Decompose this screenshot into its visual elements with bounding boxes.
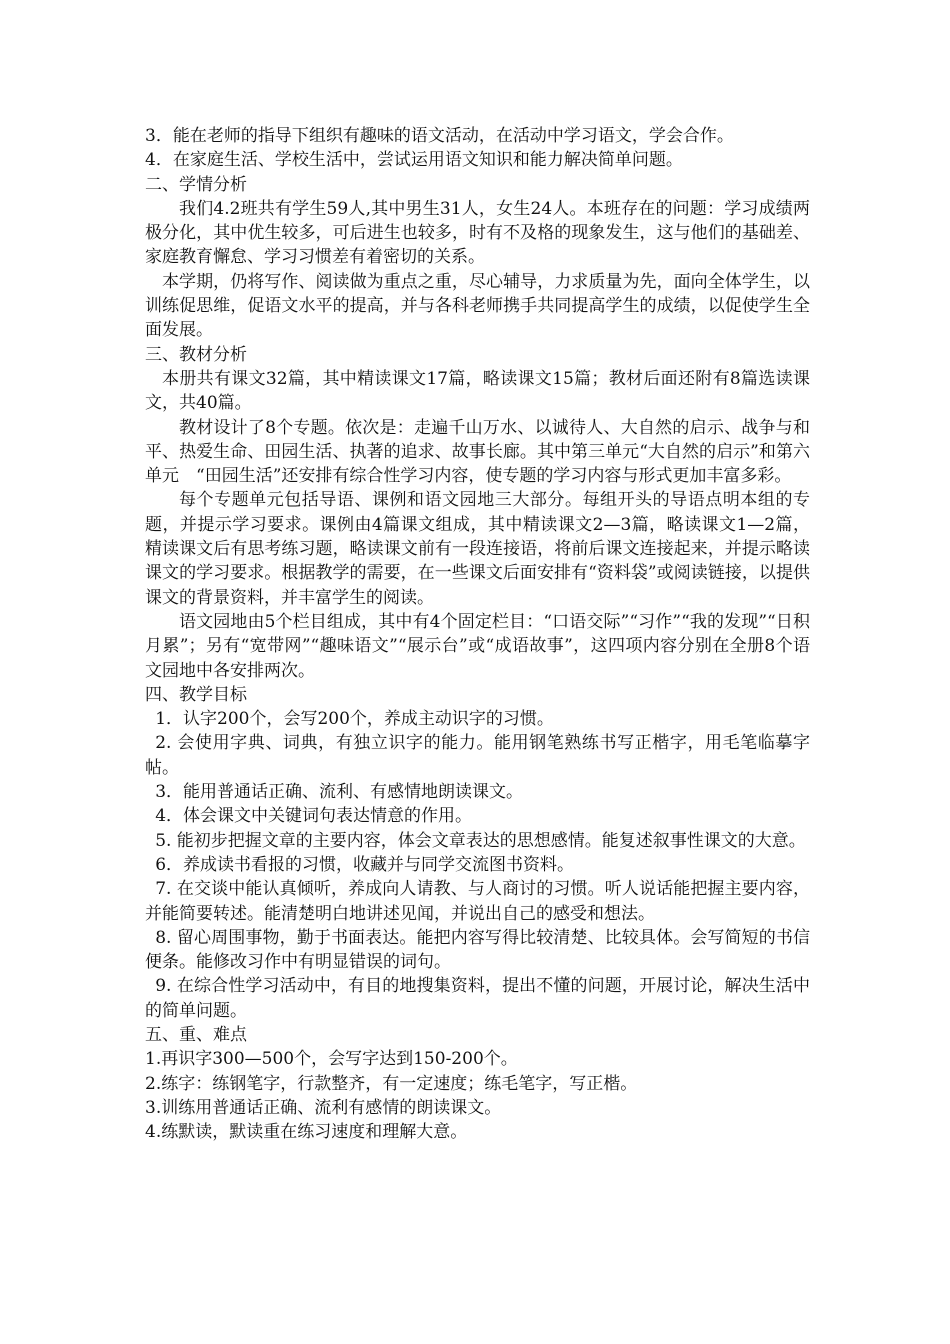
paragraph: 教材设计了8个专题。依次是：走遍千山万水、以诚待人、大自然的启示、战争与和平、热爱生命、田园生活、执著的追求、故事长廊。其中第三单元“大自然的启示”和第六单元 “田园生活”还安排有综合性学习内容，使专题的学习内容与形式更加丰富多彩。 <box>145 417 810 487</box>
paragraph: 7. 在交谈中能认真倾听，养成向人请教、与人商讨的习惯。听人说话能把握主要内容，并能简要转述。能清楚明白地讲述见闻，并说出自己的感受和想法。 <box>145 879 810 924</box>
paragraph: 3．能在老师的指导下组织有趣味的语文活动，在活动中学习语文，学会合作。 <box>145 126 734 146</box>
section-heading: 三、教材分析 <box>145 344 247 365</box>
paragraph: 3.训练用普通话正确、流利有感情的朗读课文。 <box>145 1097 502 1118</box>
section-heading: 四、教学目标 <box>145 684 247 705</box>
document-body <box>145 124 810 1144</box>
paragraph: 3．能用普通话正确、流利、有感情地朗读课文。 <box>155 782 524 803</box>
paragraph: 4.练默读，默读重在练习速度和理解大意。 <box>145 1122 468 1143</box>
paragraph: 2.练字：练钢笔字，行款整齐，有一定速度；练毛笔字，写正楷。 <box>145 1073 638 1094</box>
section-heading: 二、学情分析 <box>145 174 247 195</box>
paragraph: 本学期，仍将写作、阅读做为重点之重，尽心辅导，力求质量为先，面向全体学生，以训练促思维，促语文水平的提高，并与各科老师携手共同提高学生的成绩，以促使学生全面发展。 <box>145 271 810 341</box>
paragraph: 每个专题单元包括导语、课例和语文园地三大部分。每组开头的导语点明本组的专题，并提示学习要求。课例由4篇课文组成，其中精读课文2—3篇，略读课文1—2篇，精读课文后有思考练习题，略读课文前有一段连接语，将前后课文连接起来，并提示略读课文的学习要求。根据教学的需要，在一些课文后面安排有“资料袋”或阅读链接，以提供课文的背景资料，并丰富学生的阅读。 <box>145 490 810 608</box>
paragraph: 9. 在综合性学习活动中，有目的地搜集资料，提出不懂的问题，开展讨论，解决生活中的简单问题。 <box>145 976 810 1021</box>
paragraph: 1．认字200个，会写200个，养成主动识字的习惯。 <box>155 709 554 730</box>
paragraph: 我们4.2班共有学生59人,其中男生31人，女生24人。本班存在的问题：学习成绩两极分化，其中优生较多，可后进生也较多，时有不及格的现象发生，这与他们的基础差、家庭教育懈怠、学习习惯差有着密切的关系。 <box>145 198 810 268</box>
paragraph: 6．养成读书看报的习惯，收藏并与同学交流图书资料。 <box>155 854 575 875</box>
paragraph: 4．在家庭生活、学校生活中，尝试运用语文知识和能力解决简单问题。 <box>145 150 683 171</box>
section-heading: 五、重、难点 <box>145 1024 247 1045</box>
paragraph: 本册共有课文32篇，其中精读课文17篇，略读课文15篇；教材后面还附有8篇选读课文，共40篇。 <box>145 368 810 414</box>
paragraph: 2. 会使用字典、词典，有独立识字的能力。能用钢笔熟练书写正楷字，用毛笔临摹字帖。 <box>145 733 810 778</box>
paragraph: 8. 留心周围事物，勤于书面表达。能把内容写得比较清楚、比较具体。会写简短的书信便条。能修改习作中有明显错误的词句。 <box>145 927 810 973</box>
paragraph: 语文园地由5个栏目组成，其中有4个固定栏目：“口语交际”“习作”“我的发现”“日积月累”；另有“宽带网”“趣味语文”“展示台”或“成语故事”，这四项内容分别在全册8个语文园地中各安排两次。 <box>145 611 810 681</box>
paragraph: 4．体会课文中关键词句表达情意的作用。 <box>155 806 473 827</box>
paragraph: 5. 能初步把握文章的主要内容，体会文章表达的思想感情。能复述叙事性课文的大意。 <box>155 830 806 851</box>
paragraph: 1.再识字300—500个，会写字达到150-200个。 <box>145 1049 518 1070</box>
